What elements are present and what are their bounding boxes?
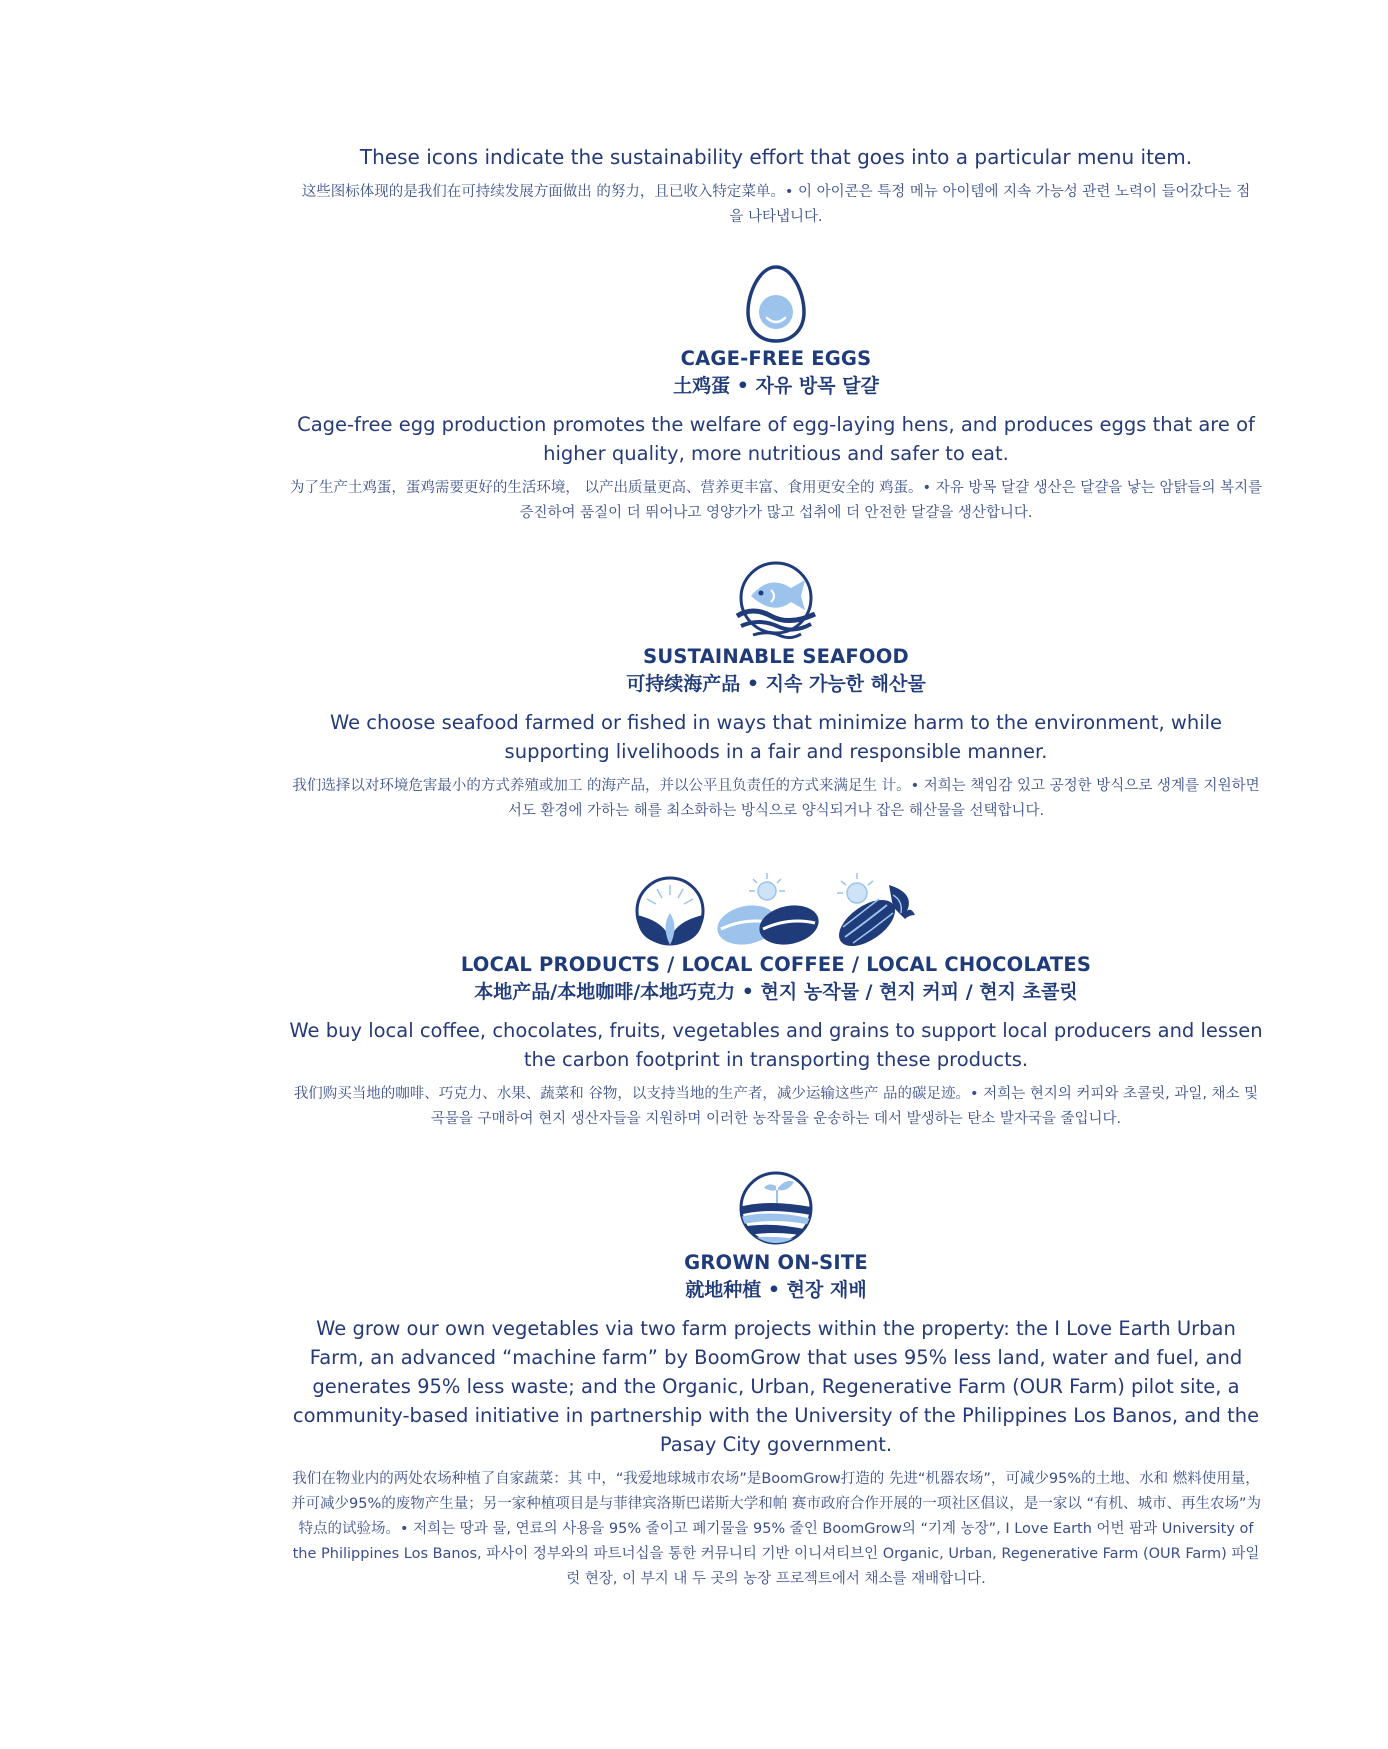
section-subtitle: 就地种植 • 현장 재배 <box>685 1279 867 1301</box>
section-cage-free-eggs <box>286 262 1266 526</box>
section-title: CAGE-FREE EGGS <box>680 347 872 370</box>
egg-icon <box>744 264 808 344</box>
section-subtitle: 本地产品/本地咖啡/本地巧克力 • 현지 농작물 / 현지 커피 / 현지 초콜릿 <box>474 981 1078 1003</box>
farm-icon <box>736 1168 816 1248</box>
section-subtitle: 土鸡蛋 • 자유 방목 달걀 <box>673 375 879 397</box>
section-title: SUSTAINABLE SEAFOOD <box>643 645 909 668</box>
section-description-translation: 为了生产土鸡蛋，蛋鸡需要更好的生活环境， 以产出质量更高、营养更丰富、食用更安全的 鸡蛋。• 자유 방목 달걀 생산은 달걀을 낳는 암탉들의 복지를 증진하여 품질이 더 뛰어나고 영양가가 많고 섭취에 더 안전한 달걀을 생산합니다. <box>289 480 1263 521</box>
section-description: We buy local coffee, chocolates, fruits, vegetables and grains to support local producers and lessen the carbon footprint in transporting these products. <box>289 1019 1263 1071</box>
section-description: We choose seafood farmed or fished in ways that minimize harm to the environment, while supporting livelihoods in a fair and responsible manner. <box>329 711 1223 763</box>
section-description: We grow our own vegetables via two farm projects within the property: the I Love Earth Urban Farm, an advanced “machine farm” by BoomGrow that uses 95% less land, water and fuel, and generates 95% less waste; and the Organic, Urban, Regenerative Farm (OUR Farm) pilot site, a community-based initiative in partnership with the University of the Philippines Los Banos, and the Pasay City government. <box>292 1317 1260 1456</box>
intro-text: These icons indicate the sustainability effort that goes into a particular menu item. <box>359 145 1193 169</box>
intro-text-translation: 这些图标体现的是我们在可持续发展方面做出 的努力，且已收入特定菜单。• 이 아이콘은 특정 메뉴 아이템에 지속 가능성 관련 노력이 들어갔다는 점을 나타냅니다. <box>301 184 1251 225</box>
section-subtitle: 可持续海产品 • 지속 가능한 해산물 <box>626 673 926 695</box>
fish-icon <box>731 560 821 644</box>
section-description-translation: 我们购买当地的咖啡、巧克力、水果、蔬菜和 谷物，以支持当地的生产者，减少运输这些产 品的碳足迹。• 저희는 현지의 커피와 초콜릿, 과일, 채소 및 곡물을 구매하여 현지 생산자들을 지원하며 이러한 농작물을 운송하는 데서 발생하는 탄소 발자국을 줄입니다. <box>293 1086 1259 1127</box>
section-description-translation: 我们选择以对环境危害最小的方式养殖或加工 的海产品，并以公平且负责任的方式来满足生 计。• 저희는 책임감 있고 공정한 방식으로 생계를 지원하면서도 환경에 가하는 해를 최소화하는 방식으로 양식되거나 잡은 해산물을 선택합니다. <box>292 778 1260 819</box>
section-title: GROWN ON-SITE <box>684 1251 868 1274</box>
sprout-icon <box>633 871 707 949</box>
section-sustainable-seafood <box>286 560 1266 824</box>
section-title: LOCAL PRODUCTS / LOCAL COFFEE / LOCAL CHOCOLATES <box>460 953 1092 976</box>
section-description-translation: 我们在物业内的两处农场种植了自家蔬菜：其 中，“我爱地球城市农场”是BoomGrow打造的 先进“机器农场”，可减少95%的土地、水和 燃料使用量，并可减少95%的废物产生量；另一家种植项目是与菲律宾洛斯巴诺斯大学和帕 赛市政府合作开展的一项社区倡议，是一家以 “有机、城市、再生农场”为特点的试验场。• 저희는 땅과 물, 연료의 사용을 95% 줄이고 폐기물을 95% 줄인 BoomGrow의 “기계 농장”, I Love Earth 어번 팜과 University of the Philippines Los Banos, 파사이 정부와의 파트너십을 통한 커뮤니티 기반 이니셔티브인 Organic, Urban, Regenerative Farm (OUR Farm) 파일럿 현장, 이 부지 내 두 곳의 농장 프로젝트에서 채소를 재배합니다. <box>291 1471 1261 1587</box>
section-local-products <box>286 868 1266 1132</box>
section-description: Cage-free egg production promotes the welfare of egg-laying hens, and produces eggs that are of higher quality, more nutritious and safer to eat. <box>297 413 1255 465</box>
coffee-beans-icon <box>711 871 823 949</box>
cacao-icon <box>827 871 919 949</box>
section-grown-on-site <box>286 1166 1266 1592</box>
